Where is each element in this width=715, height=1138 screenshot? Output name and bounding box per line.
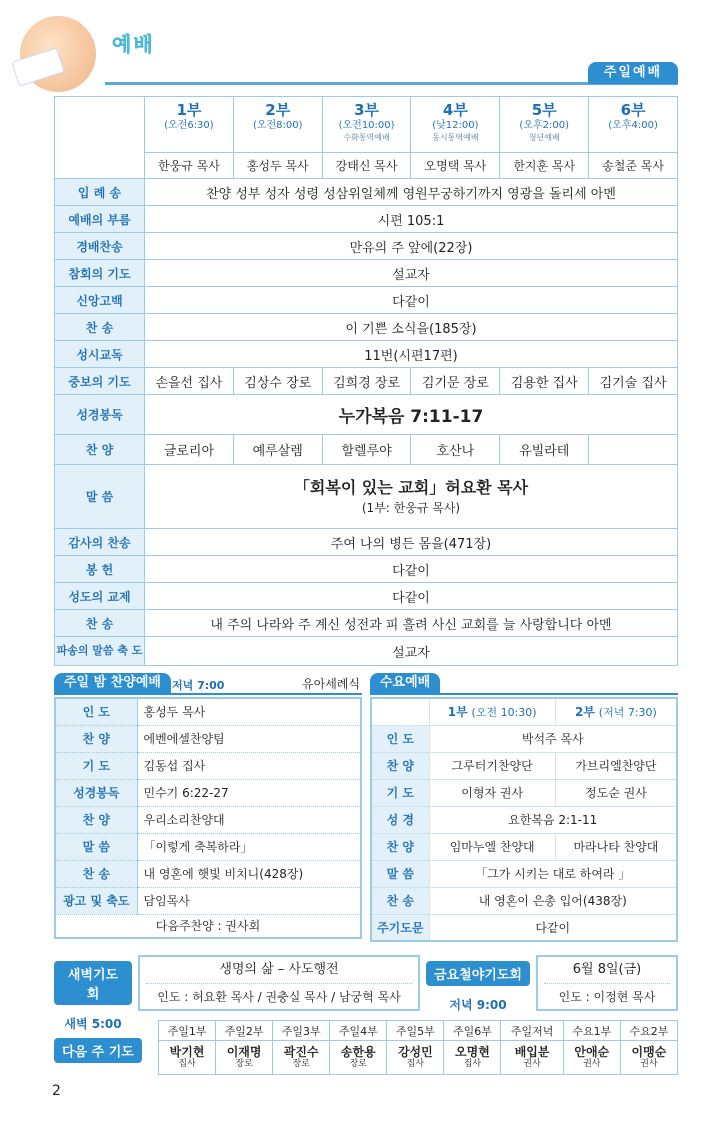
row-label: 신앙고백 — [55, 287, 145, 314]
person-name: 배입분 — [514, 1045, 550, 1059]
row-value: 설교자 — [145, 260, 678, 287]
row-label: 성시교독 — [55, 341, 145, 368]
person-title: 장로 — [235, 1059, 253, 1069]
dawn-topic: 생명의 삶 – 사도행전 — [146, 957, 412, 984]
service-pastor: 강태신 목사 — [322, 153, 411, 179]
person-title: 집사 — [463, 1059, 482, 1069]
person-name: 안애순 — [574, 1045, 610, 1059]
dawn-prayer-time: 새벽 5:00 — [64, 1017, 122, 1031]
row-label: 찬 양 — [55, 806, 137, 833]
row-label: 성경봉독 — [55, 779, 137, 806]
intercessor: 김용한 집사 — [500, 368, 589, 395]
row-label: 찬 송 — [55, 860, 137, 887]
row-label: 찬 양 — [371, 752, 429, 779]
row-value: 가브리엘찬양단 — [555, 752, 677, 779]
next-week-person — [273, 1041, 330, 1075]
service-pastor: 한웅규 목사 — [145, 153, 234, 179]
evening-time: 저녁 7:00 — [172, 679, 225, 692]
next-week-title: 다음 주 기도 — [54, 1038, 142, 1063]
scripture-reading: 누가복음 7:11-17 — [145, 395, 678, 435]
evening-worship-table — [54, 697, 362, 939]
intercessor: 손을선 집사 — [145, 368, 234, 395]
next-week-person — [330, 1041, 387, 1075]
person-name: 오명현 — [455, 1045, 490, 1059]
next-week-prayer — [54, 1020, 678, 1076]
row-value: 민수기 6:22-27 — [137, 779, 361, 806]
row-label: 중보의 기도 — [55, 368, 145, 395]
next-week-slot: 주일2부 — [216, 1021, 273, 1041]
dawn-prayer-title: 새벽기도회 — [54, 961, 132, 1005]
choir-name: 글로리아 — [145, 435, 234, 465]
row-value: 에벤에셀찬양팀 — [137, 725, 361, 752]
intercessor: 김기문 장로 — [411, 368, 500, 395]
row-label: 기 도 — [55, 752, 137, 779]
row-value: 내 영혼이 은총 입어(438장) — [429, 887, 677, 914]
next-week-slot: 수요2부 — [620, 1021, 677, 1041]
row-label: 주기도문 — [371, 914, 429, 941]
row-value: 마라나타 찬양대 — [555, 833, 677, 860]
row-value: 박석주 목사 — [429, 725, 677, 752]
page-header — [0, 0, 715, 92]
row-label: 예배의 부름 — [55, 206, 145, 233]
section-title: 예배 — [112, 32, 155, 56]
next-week-slot: 주일5부 — [387, 1021, 444, 1041]
row-value: 「그가 시키는 대로 하여라 」 — [429, 860, 677, 887]
next-week-table — [158, 1020, 678, 1075]
dawn-prayer-box — [138, 955, 420, 1011]
row-value: 다같이 — [429, 914, 677, 941]
person-title: 권사 — [640, 1059, 658, 1069]
row-value: 시편 105:1 — [145, 206, 678, 233]
service-header: 3부 (오전10:00) 수화통역예배 — [322, 97, 411, 153]
person-name: 이맹순 — [631, 1045, 667, 1059]
next-week-slot: 주일3부 — [273, 1021, 330, 1041]
next-week-person — [216, 1041, 273, 1075]
person-name: 곽진수 — [283, 1045, 319, 1059]
next-week-person — [444, 1041, 501, 1075]
row-value: 내 주의 나라와 주 계신 성전과 피 흘려 사신 교회를 늘 사랑합니다 아멘 — [145, 610, 678, 637]
next-week-person — [620, 1041, 677, 1075]
row-label: 찬 송 — [371, 887, 429, 914]
next-week-person — [387, 1041, 444, 1075]
evening-header — [54, 673, 362, 693]
wed-col1-header: 1부 (오전 10:30) — [429, 698, 555, 725]
next-week-slot: 주일저녁 — [501, 1021, 563, 1041]
next-week-slot: 주일4부 — [330, 1021, 387, 1041]
corner-cell — [55, 97, 145, 179]
row-label: 성 경 — [371, 806, 429, 833]
row-value: 정도순 권사 — [555, 779, 677, 806]
row-label: 성도의 교제 — [55, 583, 145, 610]
row-value: 만유의 주 앞에(22장) — [145, 233, 678, 260]
service-pastor: 홍성두 목사 — [233, 153, 322, 179]
row-value: 찬양 성부 성자 성령 성삼위일체께 영원무궁하기까지 영광을 돌리세 아멘 — [145, 179, 678, 206]
person-title: 권사 — [523, 1059, 541, 1069]
friday-date: 6월 8일(금) — [544, 957, 670, 984]
row-label: 찬 송 — [55, 610, 145, 637]
service-pastor: 송철준 목사 — [589, 153, 678, 179]
row-label: 말 씀 — [371, 860, 429, 887]
row-value: 다같이 — [145, 287, 678, 314]
person-name: 강성민 — [397, 1045, 433, 1059]
evening-tab: 주일 밤 찬양예배 — [54, 673, 171, 693]
row-value: 11번(시편17편) — [145, 341, 678, 368]
sermon-note: (1부: 한웅규 목사) — [361, 500, 461, 515]
sunday-worship-badge: 주일예배 — [588, 62, 678, 84]
row-value: 우리소리찬양대 — [137, 806, 361, 833]
wed-col2-header: 2부 (저녁 7:30) — [555, 698, 677, 725]
row-label: 감사의 찬송 — [55, 529, 145, 556]
service-header: 6부 (오후4:00) — [589, 97, 678, 153]
row-label: 찬 송 — [55, 314, 145, 341]
row-label: 말 씀 — [55, 465, 145, 529]
person-name: 이재명 — [226, 1045, 262, 1059]
service-pastor: 오명택 목사 — [411, 153, 500, 179]
row-label: 봉 헌 — [55, 556, 145, 583]
choir-name: 예루살렘 — [233, 435, 322, 465]
row-label: 광고 및 축도 — [55, 887, 137, 914]
dawn-leaders: 인도 : 허요환 목사 / 권충실 목사 / 남궁혁 목사 — [157, 990, 401, 1004]
friday-leader: 인도 : 이정현 목사 — [558, 990, 656, 1004]
row-label: 파송의 말씀 축 도 — [55, 637, 145, 666]
next-week-slot: 수요1부 — [563, 1021, 620, 1041]
wednesday-worship-table — [370, 697, 678, 942]
evening-extra: 유아세례식 — [302, 677, 360, 691]
service-header: 1부 (오전6:30) — [145, 97, 234, 153]
page-number: 2 — [52, 1083, 61, 1099]
choir-name — [589, 435, 678, 465]
person-name: 송한용 — [340, 1045, 376, 1059]
sermon-title: 「회복이 있는 교회」허요환 목사 — [293, 477, 529, 497]
next-week-person — [501, 1041, 563, 1075]
service-header: 2부 (오전8:00) — [233, 97, 322, 153]
choir-name: 할렐루야 — [322, 435, 411, 465]
row-value: 홍성두 목사 — [137, 698, 361, 725]
next-week-slot: 주일6부 — [444, 1021, 501, 1041]
row-label: 기 도 — [371, 779, 429, 806]
intercessor: 김기술 집사 — [589, 368, 678, 395]
row-label: 성경봉독 — [55, 395, 145, 435]
person-title: 집사 — [406, 1059, 425, 1069]
row-value: 김동섭 집사 — [137, 752, 361, 779]
intercessor: 김희경 장로 — [322, 368, 411, 395]
service-header: 5부 (오후2:00) 청년예배 — [500, 97, 589, 153]
row-label: 인 도 — [55, 698, 137, 725]
person-title: 장로 — [292, 1059, 310, 1069]
row-value: 이 기쁜 소식을(185장) — [145, 314, 678, 341]
service-pastor: 한지훈 목사 — [500, 153, 589, 179]
evening-footer: 다음주찬양 : 권사회 — [155, 919, 261, 934]
row-value: 임마누엘 찬양대 — [429, 833, 555, 860]
row-value: 요한복음 2:1-11 — [429, 806, 677, 833]
row-value: 「이렇게 축복하라」 — [137, 833, 361, 860]
service-header: 4부 (낮12:00) 동시통역예배 — [411, 97, 500, 153]
next-week-slot: 주일1부 — [159, 1021, 216, 1041]
friday-prayer-box — [536, 955, 678, 1011]
next-week-person — [159, 1041, 216, 1075]
next-week-person — [563, 1041, 620, 1075]
choir-name: 호산나 — [411, 435, 500, 465]
sermon-cell — [145, 465, 678, 529]
friday-prayer-title: 금요철야기도회 — [426, 961, 530, 986]
row-value: 설교자 — [145, 637, 678, 666]
row-value: 주여 나의 병든 몸을(471장) — [145, 529, 678, 556]
row-value: 이형자 권사 — [429, 779, 555, 806]
row-value: 다같이 — [145, 556, 678, 583]
row-value: 담임목사 — [137, 887, 361, 914]
row-label: 참회의 기도 — [55, 260, 145, 287]
row-value: 그루터기찬양단 — [429, 752, 555, 779]
row-label: 찬 양 — [371, 833, 429, 860]
wednesday-tab: 수요예배 — [370, 673, 440, 693]
person-title: 집사 — [178, 1059, 196, 1069]
row-label: 말 씀 — [55, 833, 137, 860]
sunday-worship-table — [54, 96, 678, 666]
choir-name: 유빌라테 — [500, 435, 589, 465]
person-name: 박기현 — [169, 1045, 205, 1059]
row-value: 내 영혼에 햇빛 비치니(428장) — [137, 860, 361, 887]
person-title: 권사 — [583, 1059, 601, 1069]
row-label: 찬 양 — [55, 725, 137, 752]
row-label: 입 례 송 — [55, 179, 145, 206]
row-label: 인 도 — [371, 725, 429, 752]
row-label: 찬 양 — [55, 435, 145, 465]
friday-prayer-time: 저녁 9:00 — [449, 998, 507, 1012]
row-label: 경배찬송 — [55, 233, 145, 260]
row-value: 다같이 — [145, 583, 678, 610]
wednesday-header — [370, 673, 678, 693]
person-title: 장로 — [349, 1059, 367, 1069]
intercessor: 김상수 장로 — [233, 368, 322, 395]
